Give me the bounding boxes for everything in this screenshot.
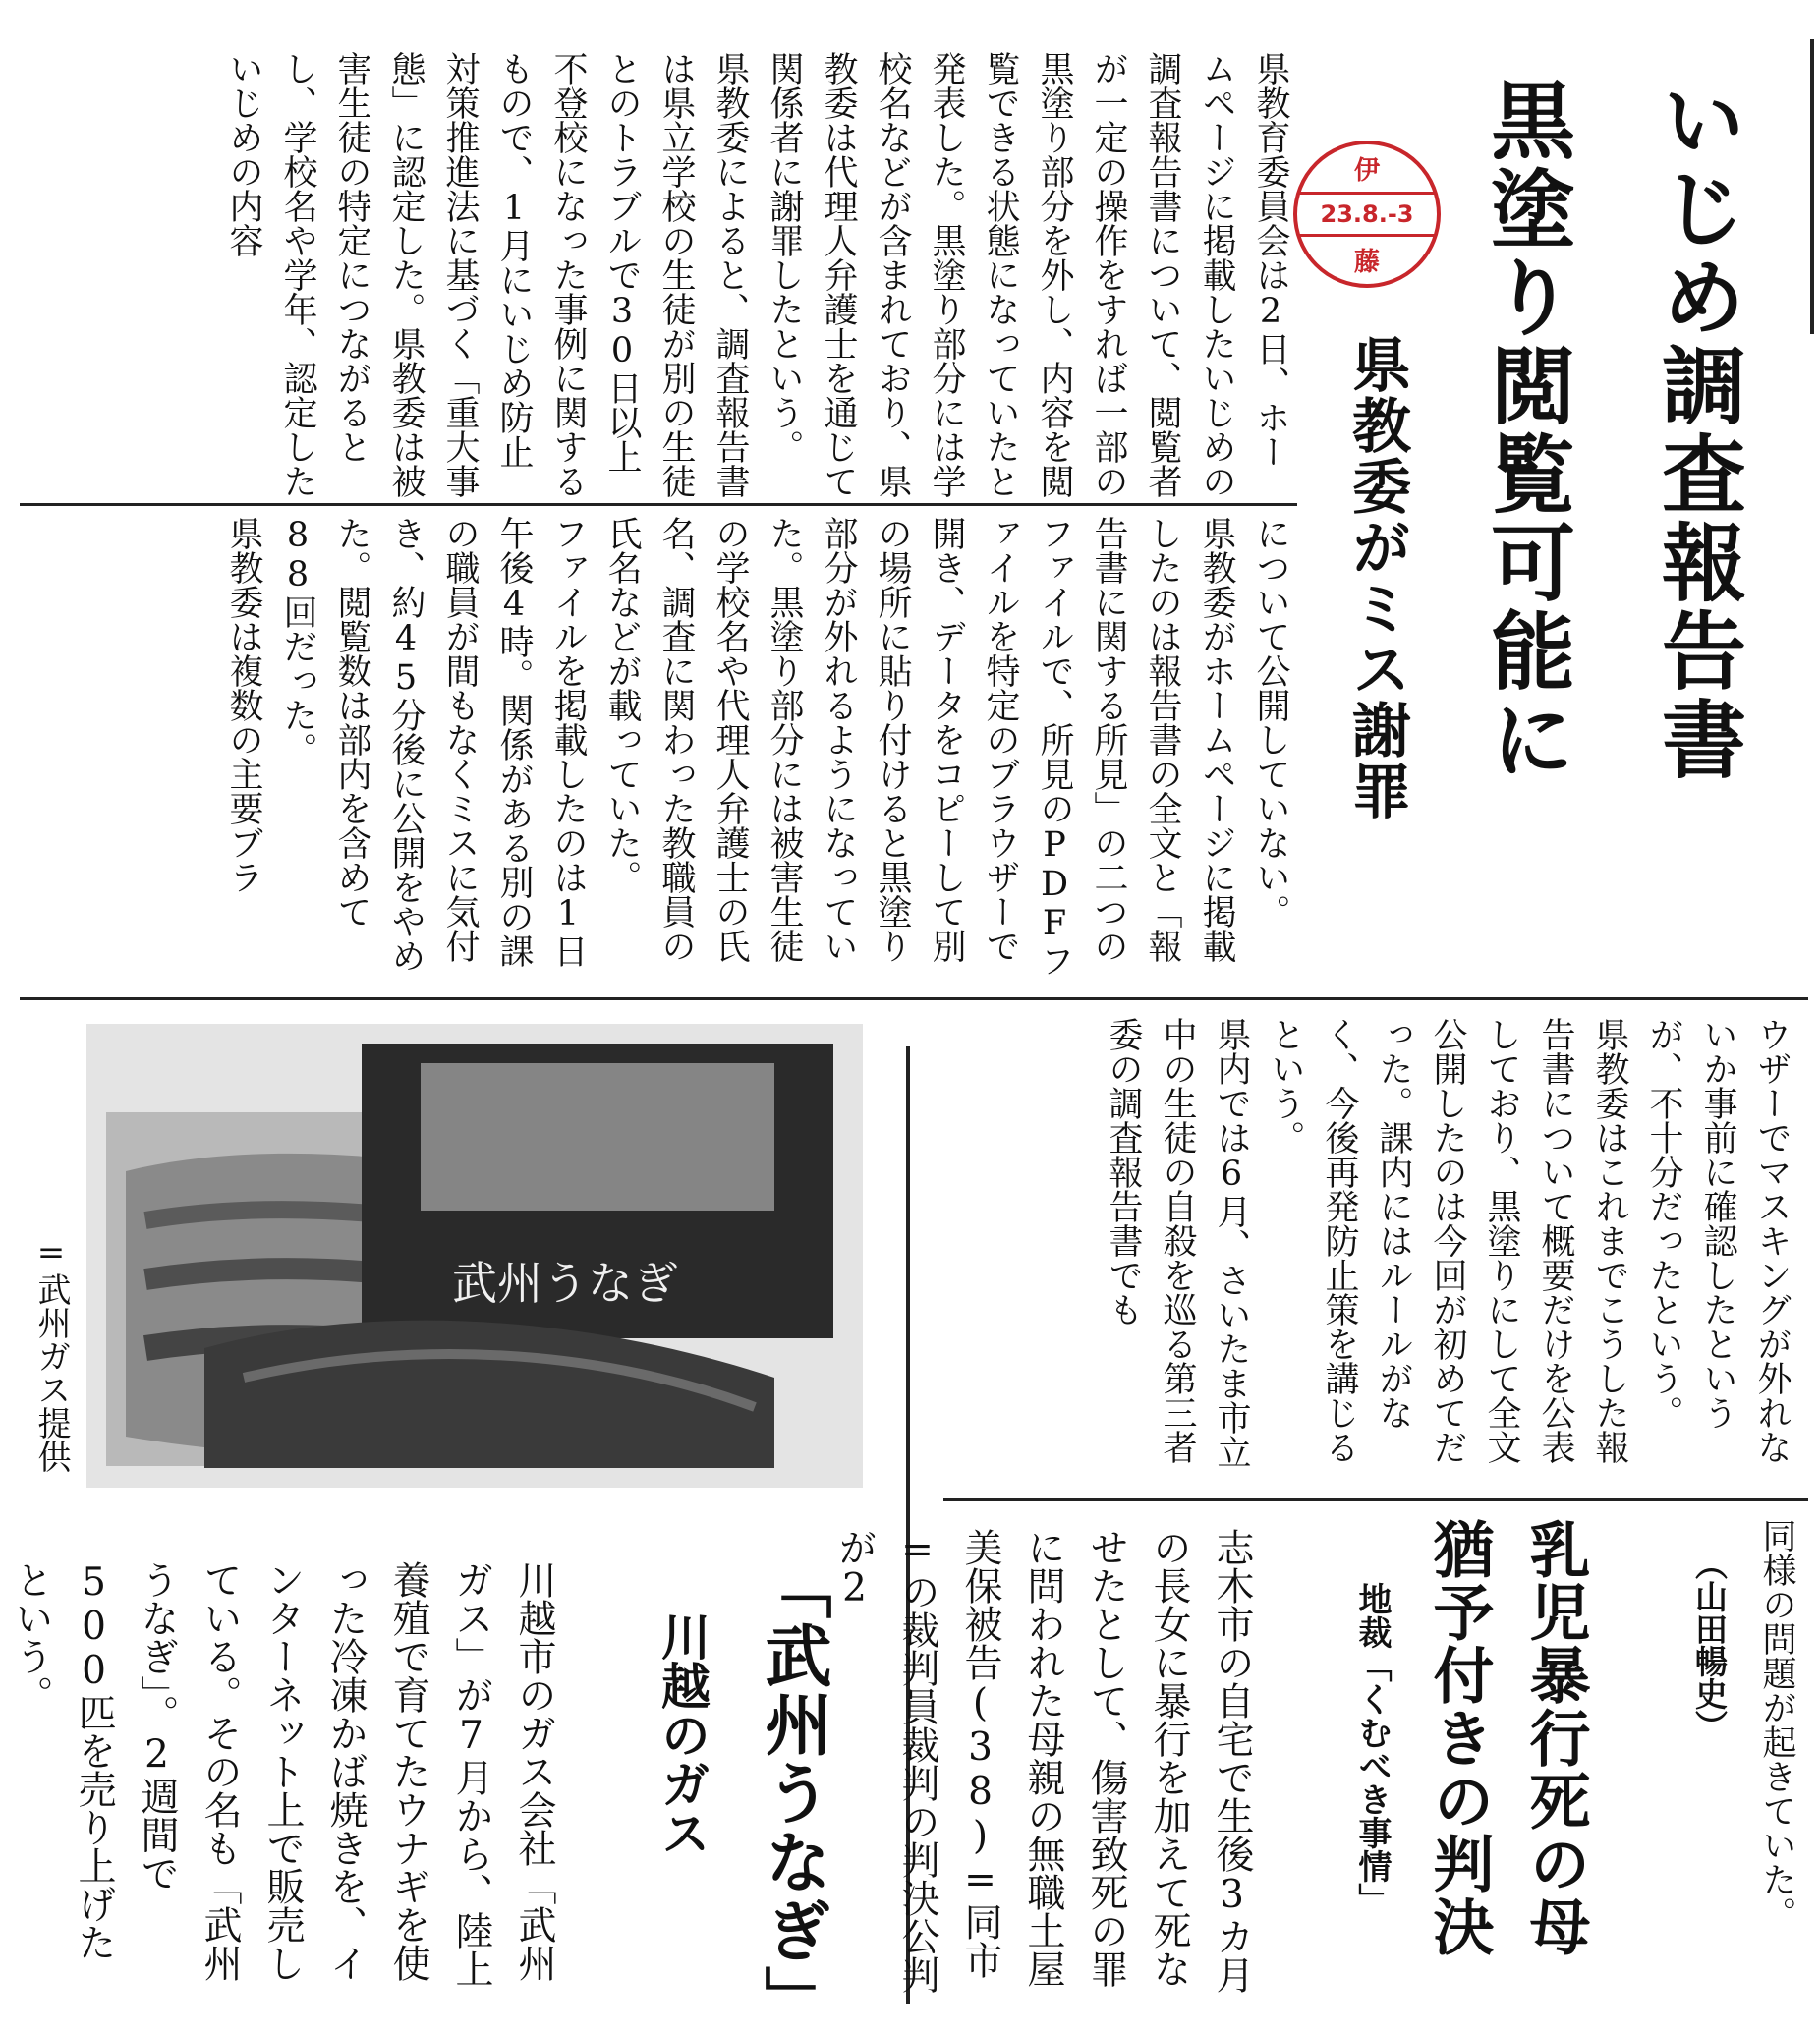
stamp-date: 23.8.-3 — [1297, 192, 1437, 237]
stamp-top-char: 伊 — [1353, 156, 1380, 186]
article3-subhead: 川越のガス — [654, 1611, 711, 1857]
article2-subhead: 地裁「くむべき事情」 — [1352, 1582, 1392, 1916]
article3-body: 川越市のガス会社「武州ガス」が7月から、陸上養殖で育てたウナギを使った冷凍かば焼きを、インターネット上で販売している。その名も「武州うなぎ」。2週間で500匹を売り上げたという。 — [9, 1560, 556, 1988]
article1-headline-2: 黒塗り閲覧可能に — [1476, 77, 1574, 784]
photo-caption: =武州ガス提供 — [31, 1233, 71, 1473]
receipt-stamp — [1293, 141, 1441, 288]
package-brand-text — [452, 1248, 678, 1313]
article1-subhead: 県教委がミス謝罪 — [1342, 334, 1411, 821]
article1-body-col-d: 同様の問題が起きていた。 — [1757, 1518, 1796, 1931]
article1-body-col-a: 県教育委員会は2日、ホームページに掲載したいじめの調査報告書について、閲覧者が一定の操作をすれば一部の黒塗り部分を外し、内容を閲覧できる状態になっていたと発表した。黒塗り部分には学校名などが含まれており、県教委は代理人弁護士を通じて関係者に謝罪したという。 県教委によると、調査報告書は県立学校の生徒が別の生徒とのトラブルで30日以上不登校になった事例に関するもので、1月にいじめ防止対策推進法に基づく「重大事態」に認定した。県教委は被害生徒の特定につながるとし、学校名や学年、認定したいじめの内容 — [224, 51, 1290, 498]
unagi-photo — [86, 1024, 863, 1488]
article2-body: 志木市の自宅で生後3カ月の長女に暴行を加えて死なせたとして、傷害致死の罪に問われた母親の無職土屋美保被告(38)=同市=の裁判員裁判の判決公判が2 — [832, 1528, 1254, 1994]
article3-headline: 「武州うなぎ」 — [754, 1553, 831, 2034]
article1-body-col-c: ウザーでマスキングが外れないか事前に確認したというが、不十分だったという。 県教委はこれまでこうした報告書について概要だけを公表しており、黒塗りにして全文公開したのは今回が初めてだった。課内にはルールがなく、今後再発防止策を講じるという。 県内では6月、さいたま市立中の生徒の自殺を巡る第三者委の調査報告書でも — [1104, 1017, 1792, 1469]
stamp-bottom-char: 藤 — [1353, 248, 1380, 277]
article2-headline: 乳児暴行死の母 — [1519, 1518, 1591, 1958]
package-brand-label: 武州うなぎ — [452, 1257, 678, 1310]
divider-row2 — [20, 997, 1808, 1000]
article2-headline-2: 猶予付きの判決 — [1423, 1518, 1495, 1958]
divider-row3 — [943, 1498, 1808, 1501]
article1-headline: いじめ調査報告書 — [1647, 77, 1745, 784]
article1-byline: （山田暢史） — [1690, 1548, 1729, 1742]
right-edge-rule — [1810, 39, 1814, 334]
article1-body-col-b: について公開していない。 県教委がホームページに掲載したのは報告書の全文と「報告書に関する所見」の二つのファイルで、所見のPDFファイルを特定のブラウザーで開き、データをコピーして別の場所に貼り付けると黒塗り部分が外れるようになっていた。黒塗り部分には被害生徒の学校名や代理人弁護士の氏名、調査に関わった教職員の氏名などが載っていた。 ファイルを掲載したのは1日午後4時。関係がある別の課の職員が間もなくミスに気付き、約45分後に公開をやめた。閲覧数は部内を含めて88回だった。 県教委は複数の主要ブラ — [224, 516, 1290, 978]
divider-row1 — [20, 503, 1297, 506]
